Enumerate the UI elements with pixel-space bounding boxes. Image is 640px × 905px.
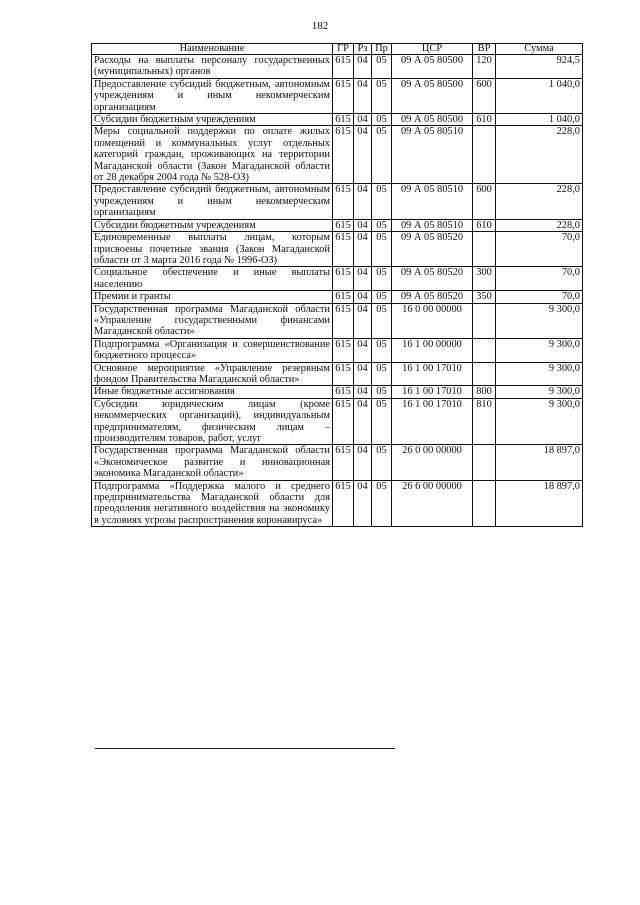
cell-pr: 05 <box>372 232 392 267</box>
cell-csr: 09 А 05 80510 <box>392 126 473 184</box>
cell-sum: 228,0 <box>496 184 583 219</box>
cell-vr: 300 <box>473 267 496 291</box>
cell-pr: 05 <box>372 386 392 398</box>
cell-sum: 9 300,0 <box>496 386 583 398</box>
cell-gr: 615 <box>333 126 354 184</box>
table-row <box>92 445 583 480</box>
cell-name: Субсидии юридическим лицам (кроме некоммерческих организаций), индивидуальным предпринимателям, физическим лицам – производителям товаров, работ, услуг <box>92 398 333 445</box>
cell-csr: 16 1 00 17010 <box>392 362 473 386</box>
cell-pr: 05 <box>372 303 392 338</box>
cell-vr <box>473 338 496 362</box>
cell-name: Единовременные выплаты лицам, которым присвоены почетные звания (Закон Магаданской области от 3 марта 2016 года № 1996-ОЗ) <box>92 232 333 267</box>
cell-sum: 924,5 <box>496 55 583 79</box>
cell-pr: 05 <box>372 267 392 291</box>
table-row <box>92 362 583 386</box>
cell-rz: 04 <box>354 386 372 398</box>
table-row <box>92 78 583 113</box>
cell-csr: 09 А 05 80500 <box>392 114 473 126</box>
cell-csr: 16 1 00 00000 <box>392 338 473 362</box>
cell-csr: 16 0 00 00000 <box>392 303 473 338</box>
cell-gr: 615 <box>333 386 354 398</box>
cell-pr: 05 <box>372 480 392 527</box>
cell-rz: 04 <box>354 232 372 267</box>
cell-pr: 05 <box>372 398 392 445</box>
footer-divider <box>95 748 395 749</box>
cell-csr: 09 А 05 80520 <box>392 232 473 267</box>
cell-name: Расходы на выплаты персоналу государственных (муниципальных) органов <box>92 55 333 79</box>
header-rz: Рз <box>354 44 372 55</box>
table-row <box>92 338 583 362</box>
cell-name: Предоставление субсидий бюджетным, автономным учреждениям и иным некоммерческим организациям <box>92 78 333 113</box>
cell-rz: 04 <box>354 267 372 291</box>
cell-gr: 615 <box>333 338 354 362</box>
table-row <box>92 232 583 267</box>
table-row <box>92 398 583 445</box>
cell-rz: 04 <box>354 445 372 480</box>
cell-rz: 04 <box>354 184 372 219</box>
cell-sum: 1 040,0 <box>496 114 583 126</box>
cell-sum: 9 300,0 <box>496 338 583 362</box>
cell-sum: 70,0 <box>496 267 583 291</box>
header-name: Наименование <box>92 44 333 55</box>
cell-vr: 350 <box>473 291 496 303</box>
cell-name: Подпрограмма «Поддержка малого и среднего предпринимательства Магаданской области для преодоления негативного воздействия на экономику в условиях угрозы распространения коронавируса» <box>92 480 333 527</box>
cell-sum: 228,0 <box>496 126 583 184</box>
cell-rz: 04 <box>354 219 372 231</box>
cell-rz: 04 <box>354 126 372 184</box>
cell-pr: 05 <box>372 114 392 126</box>
cell-gr: 615 <box>333 398 354 445</box>
cell-name: Социальное обеспечение и иные выплаты населению <box>92 267 333 291</box>
header-csr: ЦСР <box>392 44 473 55</box>
cell-vr: 810 <box>473 398 496 445</box>
cell-pr: 05 <box>372 78 392 113</box>
table-row <box>92 267 583 291</box>
cell-rz: 04 <box>354 480 372 527</box>
cell-gr: 615 <box>333 362 354 386</box>
cell-sum: 18 897,0 <box>496 480 583 527</box>
cell-vr: 610 <box>473 114 496 126</box>
cell-name: Предоставление субсидий бюджетным, автономным учреждениям и иным некоммерческим организациям <box>92 184 333 219</box>
cell-gr: 615 <box>333 219 354 231</box>
table-body <box>92 55 583 527</box>
cell-vr <box>473 303 496 338</box>
table-row <box>92 114 583 126</box>
cell-gr: 615 <box>333 480 354 527</box>
cell-rz: 04 <box>354 338 372 362</box>
cell-sum: 1 040,0 <box>496 78 583 113</box>
cell-gr: 615 <box>333 445 354 480</box>
page-number: 182 <box>311 20 329 32</box>
cell-name: Иные бюджетные ассигнования <box>92 386 333 398</box>
cell-csr: 09 А 05 80520 <box>392 291 473 303</box>
cell-gr: 615 <box>333 114 354 126</box>
cell-csr: 09 А 05 80510 <box>392 219 473 231</box>
cell-sum: 70,0 <box>496 291 583 303</box>
cell-pr: 05 <box>372 184 392 219</box>
cell-vr <box>473 232 496 267</box>
cell-pr: 05 <box>372 338 392 362</box>
cell-pr: 05 <box>372 291 392 303</box>
cell-gr: 615 <box>333 267 354 291</box>
cell-sum: 9 300,0 <box>496 362 583 386</box>
header-pr: Пр <box>372 44 392 55</box>
cell-csr: 09 А 05 80500 <box>392 55 473 79</box>
cell-pr: 05 <box>372 219 392 231</box>
cell-vr: 800 <box>473 386 496 398</box>
cell-vr <box>473 362 496 386</box>
cell-csr: 26 6 00 00000 <box>392 480 473 527</box>
cell-gr: 615 <box>333 291 354 303</box>
table-row <box>92 386 583 398</box>
cell-rz: 04 <box>354 398 372 445</box>
cell-rz: 04 <box>354 303 372 338</box>
cell-vr: 600 <box>473 184 496 219</box>
cell-vr: 600 <box>473 78 496 113</box>
budget-table <box>91 43 583 527</box>
cell-sum: 9 300,0 <box>496 303 583 338</box>
cell-pr: 05 <box>372 362 392 386</box>
cell-pr: 05 <box>372 126 392 184</box>
cell-vr: 610 <box>473 219 496 231</box>
cell-name: Государственная программа Магаданской области «Экономическое развитие и инновационная экономика Магаданской области» <box>92 445 333 480</box>
cell-gr: 615 <box>333 55 354 79</box>
table-row <box>92 291 583 303</box>
cell-rz: 04 <box>354 362 372 386</box>
cell-csr: 16 1 00 17010 <box>392 398 473 445</box>
table-row <box>92 480 583 527</box>
table-row <box>92 219 583 231</box>
cell-name: Субсидии бюджетным учреждениям <box>92 219 333 231</box>
cell-vr <box>473 445 496 480</box>
cell-gr: 615 <box>333 184 354 219</box>
cell-name: Подпрограмма «Организация и совершенствование бюджетного процесса» <box>92 338 333 362</box>
table-row <box>92 126 583 184</box>
cell-pr: 05 <box>372 445 392 480</box>
cell-rz: 04 <box>354 114 372 126</box>
cell-gr: 615 <box>333 232 354 267</box>
cell-gr: 615 <box>333 303 354 338</box>
cell-sum: 70,0 <box>496 232 583 267</box>
cell-name: Премии и гранты <box>92 291 333 303</box>
cell-csr: 09 А 05 80500 <box>392 78 473 113</box>
cell-pr: 05 <box>372 55 392 79</box>
header-gr: ГР <box>333 44 354 55</box>
cell-gr: 615 <box>333 78 354 113</box>
cell-rz: 04 <box>354 78 372 113</box>
table-row <box>92 55 583 79</box>
header-vr: ВР <box>473 44 496 55</box>
table-row <box>92 184 583 219</box>
table-header-row <box>92 44 583 55</box>
cell-name: Субсидии бюджетным учреждениям <box>92 114 333 126</box>
cell-rz: 04 <box>354 55 372 79</box>
table-row <box>92 303 583 338</box>
cell-vr: 120 <box>473 55 496 79</box>
cell-name: Основное мероприятие «Управление резервным фондом Правительства Магаданской области» <box>92 362 333 386</box>
cell-csr: 26 0 00 00000 <box>392 445 473 480</box>
cell-sum: 18 897,0 <box>496 445 583 480</box>
header-sum: Сумма <box>496 44 583 55</box>
cell-rz: 04 <box>354 291 372 303</box>
cell-name: Государственная программа Магаданской области «Управление государственными финансами Магаданской области» <box>92 303 333 338</box>
cell-vr <box>473 480 496 527</box>
cell-sum: 9 300,0 <box>496 398 583 445</box>
cell-csr: 09 А 05 80510 <box>392 184 473 219</box>
cell-csr: 09 А 05 80520 <box>392 267 473 291</box>
cell-vr <box>473 126 496 184</box>
cell-sum: 228,0 <box>496 219 583 231</box>
cell-name: Меры социальной поддержки по оплате жилых помещений и коммунальных услуг отдельных категорий граждан, проживающих на территории Магаданской области (Закон Магаданской области от 28 декабря 2004 года № 528-ОЗ) <box>92 126 333 184</box>
cell-csr: 16 1 00 17010 <box>392 386 473 398</box>
